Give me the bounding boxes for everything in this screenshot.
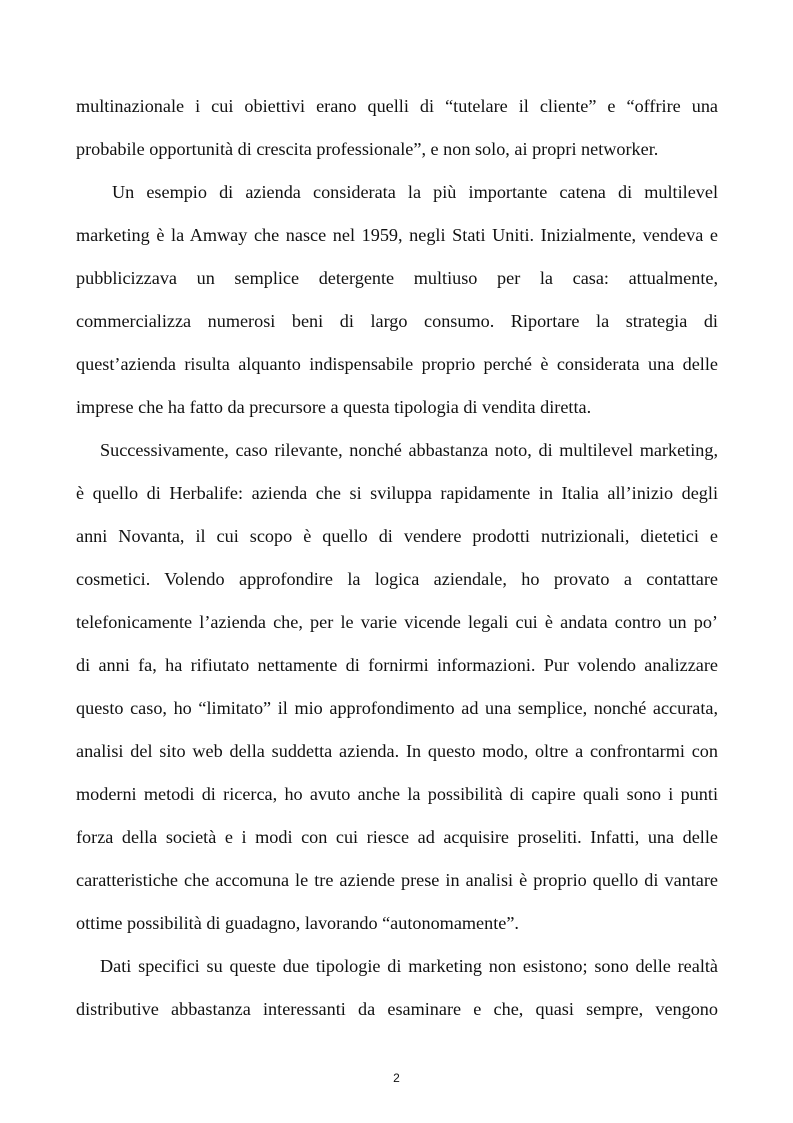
- text-line: pubblicizzava un semplice detergente multiuso per la casa: attualmente,: [76, 268, 718, 288]
- text-line: ottime possibilità di guadagno, lavorando “autonomamente”.: [76, 913, 519, 933]
- text-line: di anni fa, ha rifiutato nettamente di fornirmi informazioni. Pur volendo analizzare: [76, 655, 718, 675]
- text-line: distributive abbastanza interessanti da esaminare e che, quasi sempre, vengono: [76, 999, 718, 1019]
- text-line: quest’azienda risulta alquanto indispensabile proprio perché è considerata una delle: [76, 354, 718, 374]
- text-line: imprese che ha fatto da precursore a questa tipologia di vendita diretta.: [76, 397, 592, 417]
- text-line: è quello di Herbalife: azienda che si sviluppa rapidamente in Italia all’inizio degli: [76, 483, 718, 503]
- text-line: anni Novanta, il cui scopo è quello di vendere prodotti nutrizionali, dietetici e: [76, 526, 718, 546]
- page-number: 2: [393, 1071, 400, 1085]
- text-line: probabile opportunità di crescita professionale”, e non solo, ai propri networker.: [76, 139, 659, 159]
- text-line: commercializza numerosi beni di largo consumo. Riportare la strategia di: [76, 311, 718, 331]
- text-line: marketing è la Amway che nasce nel 1959, negli Stati Uniti. Inizialmente, vendeva e: [76, 225, 718, 245]
- text-line: telefonicamente l’azienda che, per le varie vicende legali cui è andata contro un po’: [76, 612, 718, 632]
- paragraph-first-line: Successivamente, caso rilevante, nonché abbastanza noto, di multilevel marketing,: [100, 440, 718, 460]
- text-line: moderni metodi di ricerca, ho avuto anche la possibilità di capire quali sono i punti: [76, 784, 718, 804]
- text-line: forza della società e i modi con cui riesce ad acquisire proseliti. Infatti, una delle: [76, 827, 718, 847]
- text-line: cosmetici. Volendo approfondire la logica aziendale, ho provato a contattare: [76, 569, 718, 589]
- text-line: questo caso, ho “limitato” il mio approfondimento ad una semplice, nonché accurata,: [76, 698, 718, 718]
- paragraph-first-line: Dati specifici su queste due tipologie di marketing non esistono; sono delle realtà: [100, 956, 718, 976]
- text-line: multinazionale i cui obiettivi erano quelli di “tutelare il cliente” e “offrire una: [76, 96, 718, 116]
- text-line: analisi del sito web della suddetta azienda. In questo modo, oltre a confrontarmi con: [76, 741, 718, 761]
- paragraph-first-line: Un esempio di azienda considerata la più importante catena di multilevel: [112, 182, 718, 202]
- text-line: caratteristiche che accomuna le tre aziende prese in analisi è proprio quello di vantare: [76, 870, 718, 890]
